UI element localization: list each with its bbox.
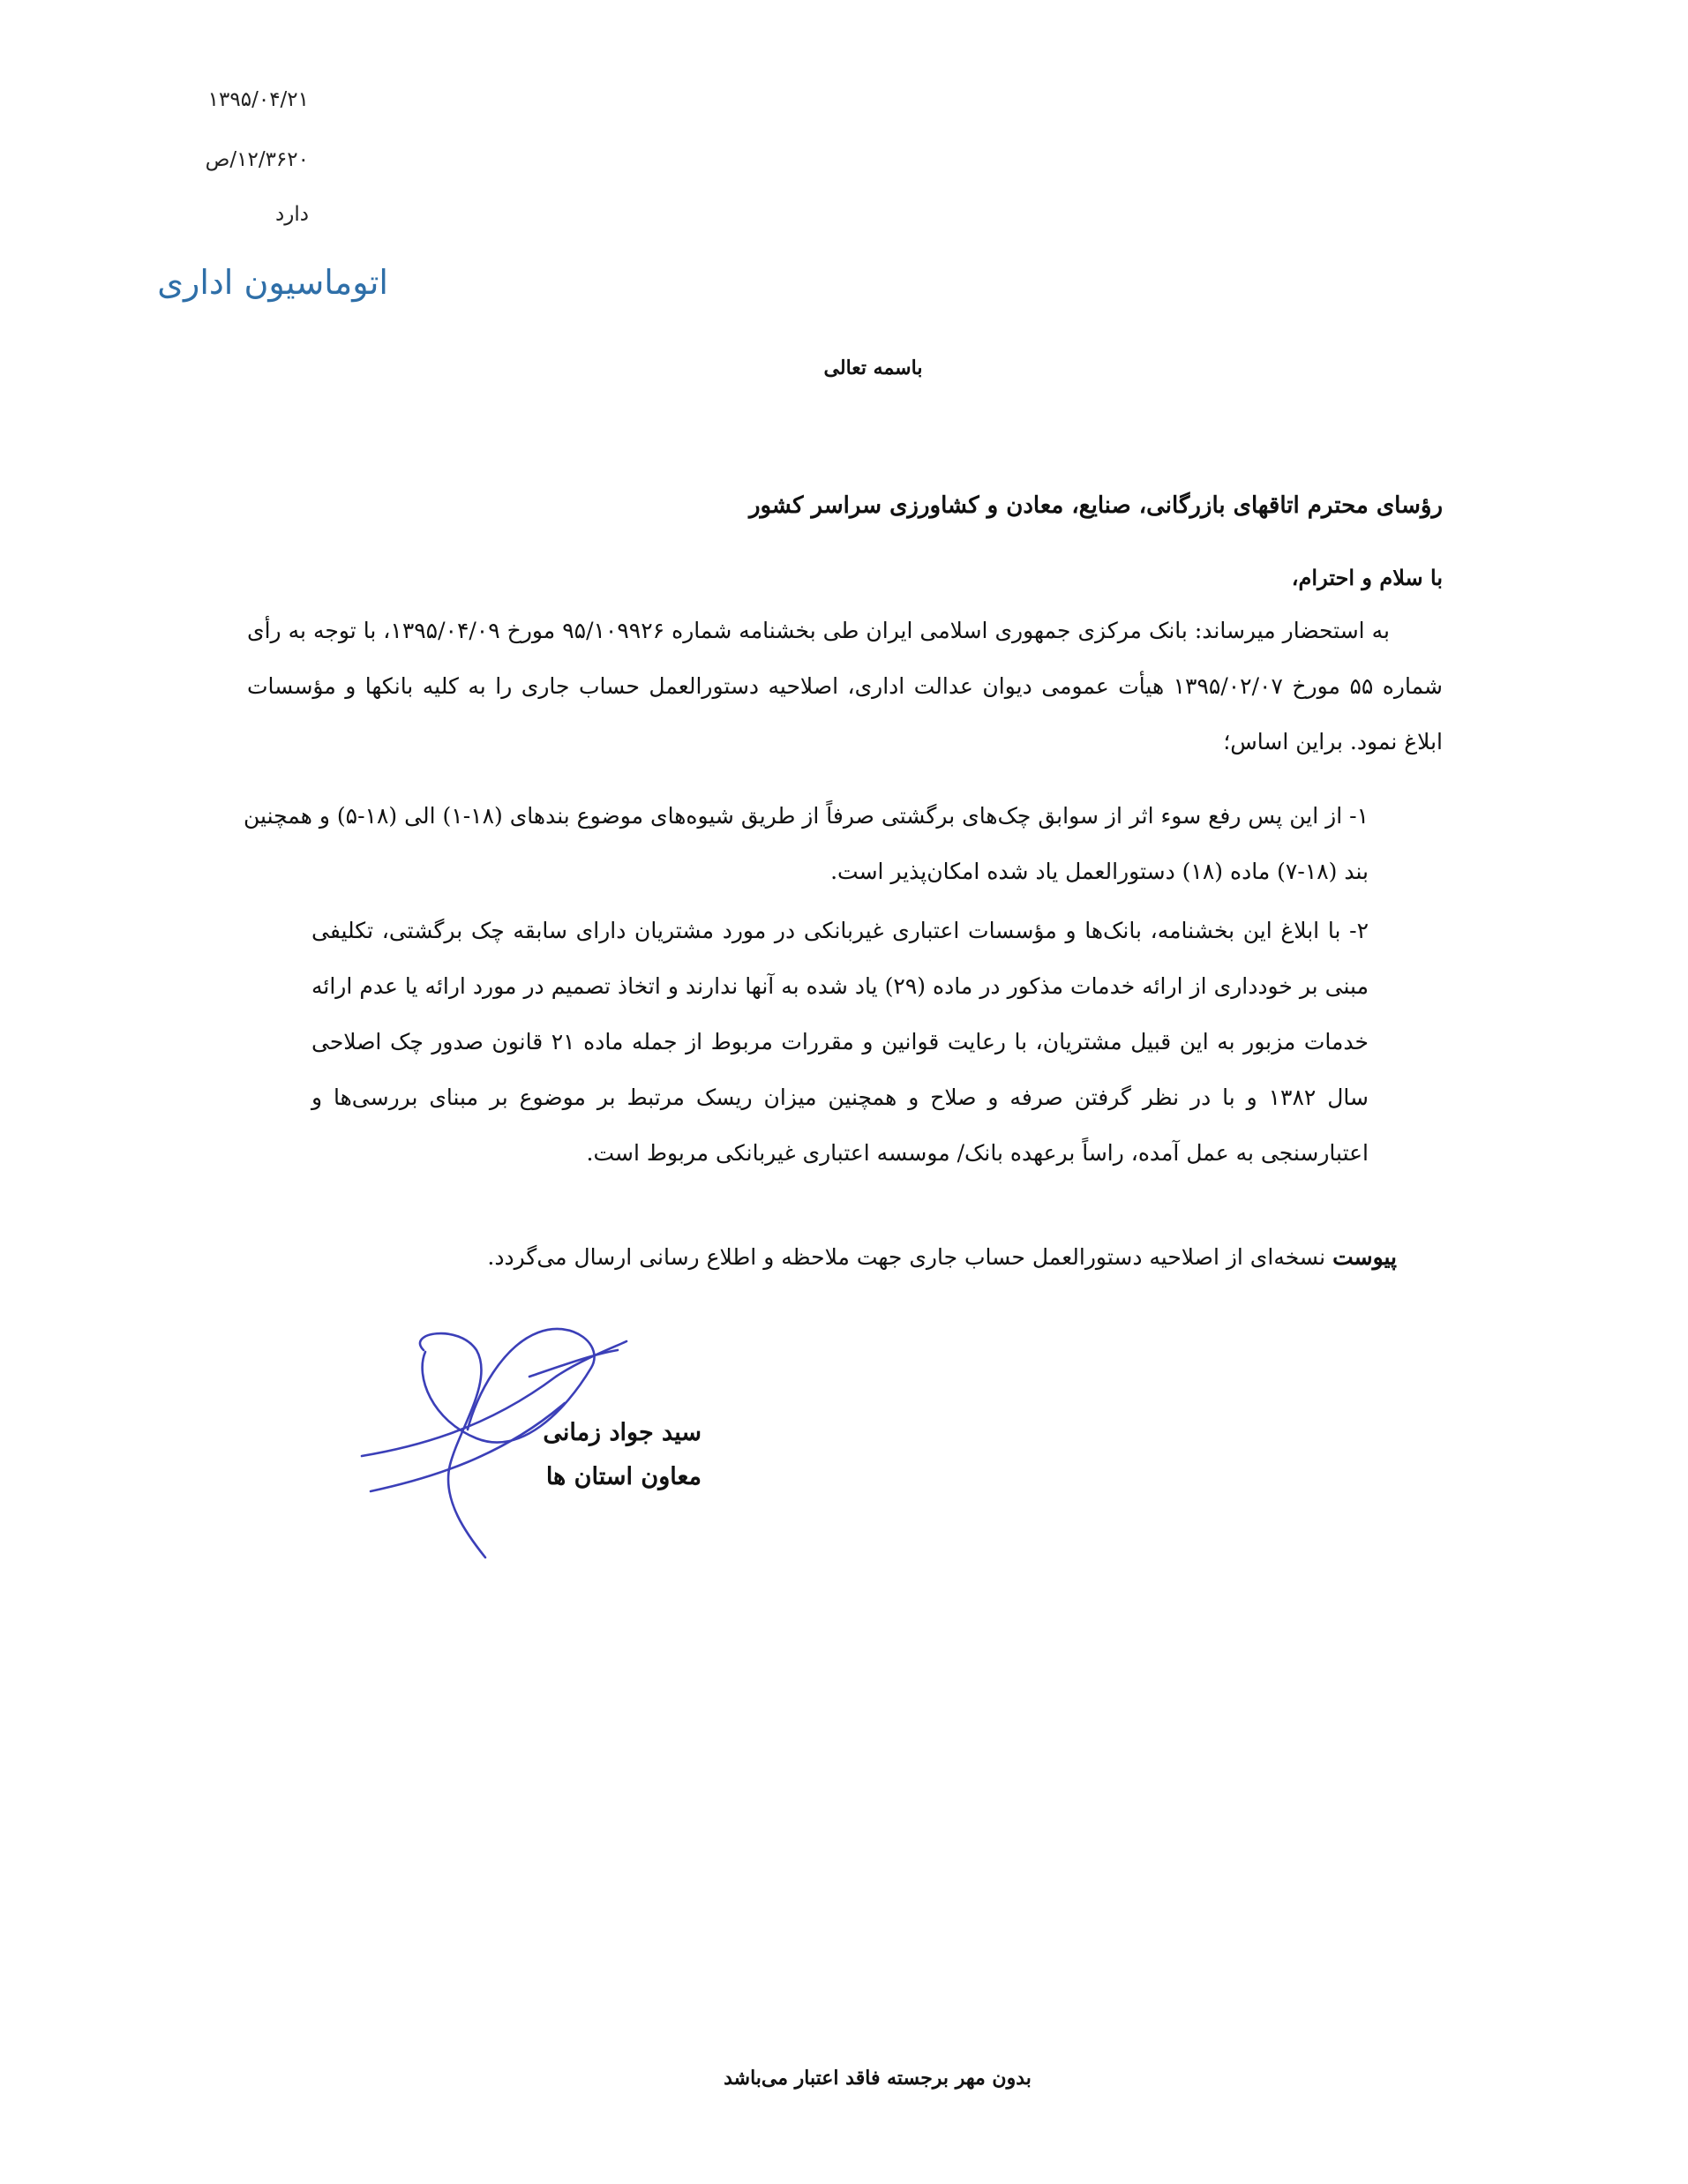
attachment-status: دارد (275, 203, 309, 226)
recipient-line: رؤسای محترم اتاقهای بازرگانی، صنایع، معادن و کشاورزی سراسر کشور (748, 492, 1443, 519)
letter-date: ۱۳۹۵/۰۴/۲۱ (207, 88, 309, 111)
list-item-2: ۲- با ابلاغ این بخشنامه، بانک‌ها و مؤسسات اعتباری غیربانکی در مورد مشتریان دارای سابقه چک برگشتی، تکلیفی مبنی بر خودداری از ارائه خدمات مذکور در ماده (۲۹) یاد شده به آنها ندارند و اتخاذ تصمیم در مورد ارائه یا عدم ارائه خدمات مزبور به این قبیل مشتریان، با رعایت قوانین و مقررات مربوط از جمله ماده ۲۱ قانون صدور چک اصلاحی سال ۱۳۸۲ و با در نظر گرفتن صرفه و صلاح و همچنین میزان ریسک مرتبط بر موضوع بر مبنای بررسی‌ها و اعتبارسنجی به عمل آمده، راساً برعهده بانک/ موسسه اعتباری غیربانکی مربوط است. (311, 918, 1369, 1166)
signer-title: معاون استان ها (545, 1463, 701, 1490)
attachment-label: پیوست (1332, 1244, 1397, 1270)
letter-number: ۱۲/۳۶۲۰/ص (205, 148, 309, 171)
brand-title: اتوماسیون اداری (157, 263, 388, 302)
signer-name: سید جواد زمانی (543, 1419, 701, 1446)
attachment-text: نسخه‌ای از اصلاحیه دستورالعمل حساب جاری جهت ملاحظه و اطلاع رسانی ارسال می‌گردد. (487, 1244, 1333, 1270)
salutation-top-text: باسمه تعالی (823, 356, 923, 379)
attachment-note (487, 1244, 1397, 1270)
greeting-line: با سلام و احترام، (1291, 565, 1443, 590)
intro-paragraph: به استحضار میرساند: بانک مرکزی جمهوری اسلامی ایران طی بخشنامه شماره ۹۵/۱۰۹۹۲۶ مورخ ۱۳۹۵/۰۴/۰۹، با توجه به رأی شماره ۵۵ مورخ ۱۳۹۵/۰۲/۰۷ هیأت عمومی دیوان عدالت اداری، اصلاحیه دستورالعمل حساب جاری را به کلیه بانکها و مؤسسات ابلاغ نمود. براین اساس؛ (247, 618, 1443, 754)
footer-note-text: بدون مهر برجسته فاقد اعتبار می‌باشد (724, 2067, 1032, 2090)
footer-note (0, 2067, 1688, 2090)
salutation-top (0, 356, 1688, 379)
list-item-1: ۱- از این پس رفع سوء اثر از سوابق چک‌های برگشتی صرفاً از طریق شیوه‌های موضوع بندهای (۱۸-۱) الی (۱۸-۵) و همچنین بند (۱۸-۷) ماده (۱۸) دستورالعمل یاد شده امکان‌پذیر است. (244, 803, 1369, 884)
